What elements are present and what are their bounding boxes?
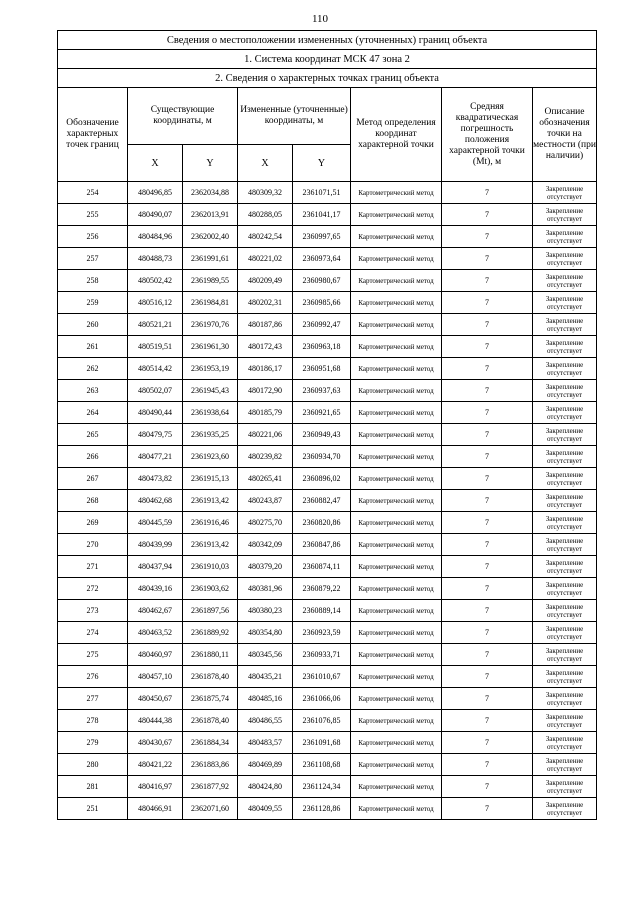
table-row xyxy=(58,468,597,490)
cell-accuracy: 7 xyxy=(442,204,533,226)
table-row xyxy=(58,688,597,710)
cell-accuracy: 7 xyxy=(442,666,533,688)
cell-point-number: 262 xyxy=(58,358,128,380)
cell-changed-x: 480221,06 xyxy=(238,424,293,446)
cell-changed-x: 480172,43 xyxy=(238,336,293,358)
cell-changed-y: 2361091,68 xyxy=(293,732,351,754)
cell-existing-x: 480490,07 xyxy=(128,204,183,226)
header-method: Метод определения координат характерной точки xyxy=(351,88,442,182)
cell-changed-x: 480435,21 xyxy=(238,666,293,688)
cell-point-number: 278 xyxy=(58,710,128,732)
cell-method: Картометрический метод xyxy=(351,490,442,512)
cell-accuracy: 7 xyxy=(442,226,533,248)
cell-point-number: 260 xyxy=(58,314,128,336)
cell-changed-x: 480209,49 xyxy=(238,270,293,292)
cell-existing-x: 480519,51 xyxy=(128,336,183,358)
cell-existing-x: 480502,07 xyxy=(128,380,183,402)
cell-changed-y: 2361071,51 xyxy=(293,182,351,204)
cell-accuracy: 7 xyxy=(442,446,533,468)
cell-existing-y: 2361903,62 xyxy=(183,578,238,600)
cell-point-number: 266 xyxy=(58,446,128,468)
table-row xyxy=(58,490,597,512)
cell-method: Картометрический метод xyxy=(351,754,442,776)
cell-existing-x: 480466,91 xyxy=(128,798,183,820)
cell-method: Картометрический метод xyxy=(351,424,442,446)
cell-method: Картометрический метод xyxy=(351,248,442,270)
cell-description: Закрепление отсутствует xyxy=(533,270,597,292)
table-row xyxy=(58,776,597,798)
cell-existing-y: 2361953,19 xyxy=(183,358,238,380)
cell-changed-y: 2361108,68 xyxy=(293,754,351,776)
cell-existing-y: 2362071,60 xyxy=(183,798,238,820)
header-point-designation: Обозначение характерных точек границ xyxy=(58,88,128,182)
cell-accuracy: 7 xyxy=(442,336,533,358)
cell-accuracy: 7 xyxy=(442,380,533,402)
cell-changed-y: 2360874,11 xyxy=(293,556,351,578)
cell-method: Картометрический метод xyxy=(351,644,442,666)
cell-existing-y: 2361913,42 xyxy=(183,534,238,556)
table-row xyxy=(58,270,597,292)
cell-method: Картометрический метод xyxy=(351,358,442,380)
cell-description: Закрепление отсутствует xyxy=(533,732,597,754)
cell-method: Картометрический метод xyxy=(351,688,442,710)
cell-existing-x: 480457,10 xyxy=(128,666,183,688)
cell-point-number: 254 xyxy=(58,182,128,204)
table-row xyxy=(58,182,597,204)
cell-existing-x: 480460,97 xyxy=(128,644,183,666)
cell-existing-y: 2361878,40 xyxy=(183,710,238,732)
cell-changed-x: 480242,54 xyxy=(238,226,293,248)
cell-changed-x: 480275,70 xyxy=(238,512,293,534)
cell-existing-y: 2362013,91 xyxy=(183,204,238,226)
cell-description: Закрепление отсутствует xyxy=(533,204,597,226)
cell-changed-y: 2360937,63 xyxy=(293,380,351,402)
cell-method: Картометрический метод xyxy=(351,622,442,644)
table-row xyxy=(58,666,597,688)
table-row xyxy=(58,622,597,644)
cell-existing-x: 480444,38 xyxy=(128,710,183,732)
cell-description: Закрепление отсутствует xyxy=(533,710,597,732)
cell-accuracy: 7 xyxy=(442,248,533,270)
cell-changed-y: 2360889,14 xyxy=(293,600,351,622)
cell-description: Закрепление отсутствует xyxy=(533,292,597,314)
cell-changed-y: 2360882,47 xyxy=(293,490,351,512)
cell-existing-x: 480502,42 xyxy=(128,270,183,292)
cell-point-number: 281 xyxy=(58,776,128,798)
table-row xyxy=(58,424,597,446)
cell-existing-y: 2361923,60 xyxy=(183,446,238,468)
cell-changed-x: 480379,20 xyxy=(238,556,293,578)
section-title: 2. Сведения о характерных точках границ объекта xyxy=(58,69,597,88)
cell-accuracy: 7 xyxy=(442,468,533,490)
cell-existing-y: 2361913,42 xyxy=(183,490,238,512)
cell-description: Закрепление отсутствует xyxy=(533,402,597,424)
cell-existing-x: 480463,52 xyxy=(128,622,183,644)
cell-accuracy: 7 xyxy=(442,358,533,380)
cell-accuracy: 7 xyxy=(442,182,533,204)
cell-changed-y: 2360980,67 xyxy=(293,270,351,292)
cell-existing-y: 2361991,61 xyxy=(183,248,238,270)
cell-changed-y: 2360997,65 xyxy=(293,226,351,248)
cell-description: Закрепление отсутствует xyxy=(533,798,597,820)
cell-changed-y: 2360951,68 xyxy=(293,358,351,380)
table-row xyxy=(58,226,597,248)
cell-changed-x: 480288,05 xyxy=(238,204,293,226)
cell-existing-x: 480462,68 xyxy=(128,490,183,512)
cell-changed-y: 2361010,67 xyxy=(293,666,351,688)
cell-description: Закрепление отсутствует xyxy=(533,248,597,270)
header-changed-x: X xyxy=(238,145,293,182)
cell-changed-y: 2360933,71 xyxy=(293,644,351,666)
cell-changed-y: 2360963,18 xyxy=(293,336,351,358)
cell-existing-y: 2361945,43 xyxy=(183,380,238,402)
cell-method: Картометрический метод xyxy=(351,446,442,468)
cell-description: Закрепление отсутствует xyxy=(533,600,597,622)
cell-changed-x: 480345,56 xyxy=(238,644,293,666)
cell-existing-x: 480514,42 xyxy=(128,358,183,380)
cell-changed-x: 480485,16 xyxy=(238,688,293,710)
cell-changed-y: 2360934,70 xyxy=(293,446,351,468)
table-row xyxy=(58,380,597,402)
cell-method: Картометрический метод xyxy=(351,710,442,732)
cell-changed-x: 480424,80 xyxy=(238,776,293,798)
cell-changed-x: 480221,02 xyxy=(238,248,293,270)
cell-changed-y: 2360879,22 xyxy=(293,578,351,600)
cell-description: Закрепление отсутствует xyxy=(533,556,597,578)
cell-changed-x: 480486,55 xyxy=(238,710,293,732)
cell-existing-y: 2362034,88 xyxy=(183,182,238,204)
cell-changed-y: 2360847,86 xyxy=(293,534,351,556)
cell-existing-y: 2361935,25 xyxy=(183,424,238,446)
cell-changed-y: 2361128,86 xyxy=(293,798,351,820)
cell-changed-x: 480202,31 xyxy=(238,292,293,314)
cell-changed-x: 480265,41 xyxy=(238,468,293,490)
coordinates-table xyxy=(57,30,597,820)
cell-description: Закрепление отсутствует xyxy=(533,776,597,798)
cell-method: Картометрический метод xyxy=(351,270,442,292)
cell-existing-x: 480439,99 xyxy=(128,534,183,556)
cell-method: Картометрический метод xyxy=(351,556,442,578)
cell-changed-x: 480172,90 xyxy=(238,380,293,402)
cell-existing-y: 2361938,64 xyxy=(183,402,238,424)
table-row xyxy=(58,732,597,754)
table-row xyxy=(58,292,597,314)
cell-description: Закрепление отсутствует xyxy=(533,424,597,446)
cell-description: Закрепление отсутствует xyxy=(533,336,597,358)
cell-existing-x: 480496,85 xyxy=(128,182,183,204)
cell-description: Закрепление отсутствует xyxy=(533,182,597,204)
cell-existing-y: 2362002,40 xyxy=(183,226,238,248)
cell-point-number: 280 xyxy=(58,754,128,776)
cell-point-number: 269 xyxy=(58,512,128,534)
cell-existing-x: 480439,16 xyxy=(128,578,183,600)
cell-existing-y: 2361897,56 xyxy=(183,600,238,622)
header-changed-coords: Измененные (уточненные) координаты, м xyxy=(238,88,351,145)
cell-changed-y: 2360985,66 xyxy=(293,292,351,314)
cell-method: Картометрический метод xyxy=(351,314,442,336)
cell-changed-y: 2360973,64 xyxy=(293,248,351,270)
table-row xyxy=(58,358,597,380)
cell-changed-x: 480380,23 xyxy=(238,600,293,622)
cell-changed-x: 480409,55 xyxy=(238,798,293,820)
cell-changed-y: 2361076,85 xyxy=(293,710,351,732)
header-existing-y: Y xyxy=(183,145,238,182)
cell-accuracy: 7 xyxy=(442,424,533,446)
cell-method: Картометрический метод xyxy=(351,380,442,402)
cell-changed-y: 2361124,34 xyxy=(293,776,351,798)
cell-method: Картометрический метод xyxy=(351,204,442,226)
table-row xyxy=(58,314,597,336)
cell-point-number: 276 xyxy=(58,666,128,688)
cell-description: Закрепление отсутствует xyxy=(533,688,597,710)
cell-accuracy: 7 xyxy=(442,270,533,292)
cell-existing-x: 480516,12 xyxy=(128,292,183,314)
cell-changed-x: 480243,87 xyxy=(238,490,293,512)
cell-existing-x: 480521,21 xyxy=(128,314,183,336)
cell-description: Закрепление отсутствует xyxy=(533,644,597,666)
cell-method: Картометрический метод xyxy=(351,578,442,600)
cell-accuracy: 7 xyxy=(442,622,533,644)
cell-point-number: 261 xyxy=(58,336,128,358)
cell-point-number: 270 xyxy=(58,534,128,556)
cell-existing-x: 480490,44 xyxy=(128,402,183,424)
table-row xyxy=(58,336,597,358)
cell-method: Картометрический метод xyxy=(351,226,442,248)
header-accuracy: Средняя квадратическая погрешность положения характерной точки (Mt), м xyxy=(442,88,533,182)
cell-existing-y: 2361961,30 xyxy=(183,336,238,358)
cell-method: Картометрический метод xyxy=(351,468,442,490)
cell-description: Закрепление отсутствует xyxy=(533,490,597,512)
cell-changed-y: 2360923,59 xyxy=(293,622,351,644)
cell-accuracy: 7 xyxy=(442,644,533,666)
coordinate-system-title: 1. Система координат МСК 47 зона 2 xyxy=(58,50,597,69)
cell-description: Закрепление отсутствует xyxy=(533,468,597,490)
cell-changed-x: 480469,89 xyxy=(238,754,293,776)
cell-changed-y: 2360820,86 xyxy=(293,512,351,534)
cell-existing-x: 480416,97 xyxy=(128,776,183,798)
cell-description: Закрепление отсутствует xyxy=(533,358,597,380)
cell-changed-x: 480239,82 xyxy=(238,446,293,468)
cell-existing-y: 2361877,92 xyxy=(183,776,238,798)
cell-point-number: 271 xyxy=(58,556,128,578)
cell-existing-y: 2361984,81 xyxy=(183,292,238,314)
table-row xyxy=(58,600,597,622)
cell-description: Закрепление отсутствует xyxy=(533,512,597,534)
cell-description: Закрепление отсутствует xyxy=(533,314,597,336)
cell-point-number: 272 xyxy=(58,578,128,600)
cell-description: Закрепление отсутствует xyxy=(533,754,597,776)
cell-point-number: 255 xyxy=(58,204,128,226)
cell-changed-y: 2360896,02 xyxy=(293,468,351,490)
cell-point-number: 277 xyxy=(58,688,128,710)
cell-accuracy: 7 xyxy=(442,798,533,820)
cell-method: Картометрический метод xyxy=(351,336,442,358)
cell-existing-y: 2361970,76 xyxy=(183,314,238,336)
cell-existing-y: 2361883,86 xyxy=(183,754,238,776)
cell-point-number: 258 xyxy=(58,270,128,292)
table-row xyxy=(58,644,597,666)
cell-method: Картометрический метод xyxy=(351,292,442,314)
cell-existing-x: 480450,67 xyxy=(128,688,183,710)
table-row xyxy=(58,512,597,534)
cell-changed-y: 2361041,17 xyxy=(293,204,351,226)
cell-method: Картометрический метод xyxy=(351,776,442,798)
cell-description: Закрепление отсутствует xyxy=(533,622,597,644)
cell-existing-x: 480479,75 xyxy=(128,424,183,446)
cell-point-number: 264 xyxy=(58,402,128,424)
cell-point-number: 275 xyxy=(58,644,128,666)
table-row xyxy=(58,446,597,468)
cell-method: Картометрический метод xyxy=(351,534,442,556)
cell-changed-x: 480381,96 xyxy=(238,578,293,600)
cell-existing-y: 2361915,13 xyxy=(183,468,238,490)
table-row xyxy=(58,578,597,600)
table-row xyxy=(58,710,597,732)
cell-method: Картометрический метод xyxy=(351,512,442,534)
cell-existing-x: 480477,21 xyxy=(128,446,183,468)
cell-accuracy: 7 xyxy=(442,402,533,424)
header-description: Описание обозначения точки на местности (при наличии) xyxy=(533,88,597,182)
cell-accuracy: 7 xyxy=(442,776,533,798)
cell-point-number: 268 xyxy=(58,490,128,512)
cell-point-number: 257 xyxy=(58,248,128,270)
cell-accuracy: 7 xyxy=(442,600,533,622)
header-existing-x: X xyxy=(128,145,183,182)
cell-point-number: 265 xyxy=(58,424,128,446)
table-row xyxy=(58,798,597,820)
cell-description: Закрепление отсутствует xyxy=(533,666,597,688)
table-row xyxy=(58,556,597,578)
cell-accuracy: 7 xyxy=(442,710,533,732)
cell-description: Закрепление отсутствует xyxy=(533,578,597,600)
cell-existing-y: 2361878,40 xyxy=(183,666,238,688)
cell-changed-y: 2360949,43 xyxy=(293,424,351,446)
cell-changed-x: 480342,09 xyxy=(238,534,293,556)
cell-method: Картометрический метод xyxy=(351,732,442,754)
cell-point-number: 259 xyxy=(58,292,128,314)
cell-description: Закрепление отсутствует xyxy=(533,380,597,402)
cell-description: Закрепление отсутствует xyxy=(533,226,597,248)
cell-description: Закрепление отсутствует xyxy=(533,534,597,556)
table-row xyxy=(58,754,597,776)
cell-changed-x: 480187,86 xyxy=(238,314,293,336)
header-existing-coords: Существующие координаты, м xyxy=(128,88,238,145)
cell-method: Картометрический метод xyxy=(351,666,442,688)
cell-accuracy: 7 xyxy=(442,556,533,578)
cell-point-number: 256 xyxy=(58,226,128,248)
cell-existing-y: 2361884,34 xyxy=(183,732,238,754)
table-row xyxy=(58,402,597,424)
cell-existing-x: 480473,82 xyxy=(128,468,183,490)
cell-changed-y: 2361066,06 xyxy=(293,688,351,710)
cell-accuracy: 7 xyxy=(442,732,533,754)
cell-changed-x: 480354,80 xyxy=(238,622,293,644)
cell-method: Картометрический метод xyxy=(351,600,442,622)
header-changed-y: Y xyxy=(293,145,351,182)
cell-point-number: 274 xyxy=(58,622,128,644)
cell-existing-y: 2361989,55 xyxy=(183,270,238,292)
table-row xyxy=(58,204,597,226)
table-row xyxy=(58,534,597,556)
cell-accuracy: 7 xyxy=(442,754,533,776)
cell-existing-x: 480445,59 xyxy=(128,512,183,534)
cell-accuracy: 7 xyxy=(442,292,533,314)
cell-method: Картометрический метод xyxy=(351,798,442,820)
cell-point-number: 263 xyxy=(58,380,128,402)
cell-changed-x: 480309,32 xyxy=(238,182,293,204)
cell-changed-x: 480186,17 xyxy=(238,358,293,380)
cell-existing-x: 480437,94 xyxy=(128,556,183,578)
cell-accuracy: 7 xyxy=(442,490,533,512)
cell-point-number: 251 xyxy=(58,798,128,820)
cell-changed-x: 480185,79 xyxy=(238,402,293,424)
cell-accuracy: 7 xyxy=(442,578,533,600)
cell-existing-x: 480421,22 xyxy=(128,754,183,776)
cell-existing-y: 2361880,11 xyxy=(183,644,238,666)
table-row xyxy=(58,248,597,270)
table-title: Сведения о местоположении измененных (уточненных) границ объекта xyxy=(58,31,597,50)
cell-changed-x: 480483,57 xyxy=(238,732,293,754)
page-number: 110 xyxy=(311,13,329,25)
cell-existing-x: 480430,67 xyxy=(128,732,183,754)
cell-point-number: 279 xyxy=(58,732,128,754)
cell-point-number: 273 xyxy=(58,600,128,622)
cell-existing-y: 2361916,46 xyxy=(183,512,238,534)
cell-changed-y: 2360921,65 xyxy=(293,402,351,424)
cell-method: Картометрический метод xyxy=(351,402,442,424)
cell-accuracy: 7 xyxy=(442,534,533,556)
cell-description: Закрепление отсутствует xyxy=(533,446,597,468)
cell-method: Картометрический метод xyxy=(351,182,442,204)
cell-existing-x: 480462,67 xyxy=(128,600,183,622)
cell-existing-x: 480484,96 xyxy=(128,226,183,248)
cell-accuracy: 7 xyxy=(442,314,533,336)
cell-changed-y: 2360992,47 xyxy=(293,314,351,336)
cell-existing-x: 480488,73 xyxy=(128,248,183,270)
cell-point-number: 267 xyxy=(58,468,128,490)
cell-accuracy: 7 xyxy=(442,688,533,710)
cell-existing-y: 2361875,74 xyxy=(183,688,238,710)
cell-accuracy: 7 xyxy=(442,512,533,534)
cell-existing-y: 2361889,92 xyxy=(183,622,238,644)
cell-existing-y: 2361910,03 xyxy=(183,556,238,578)
